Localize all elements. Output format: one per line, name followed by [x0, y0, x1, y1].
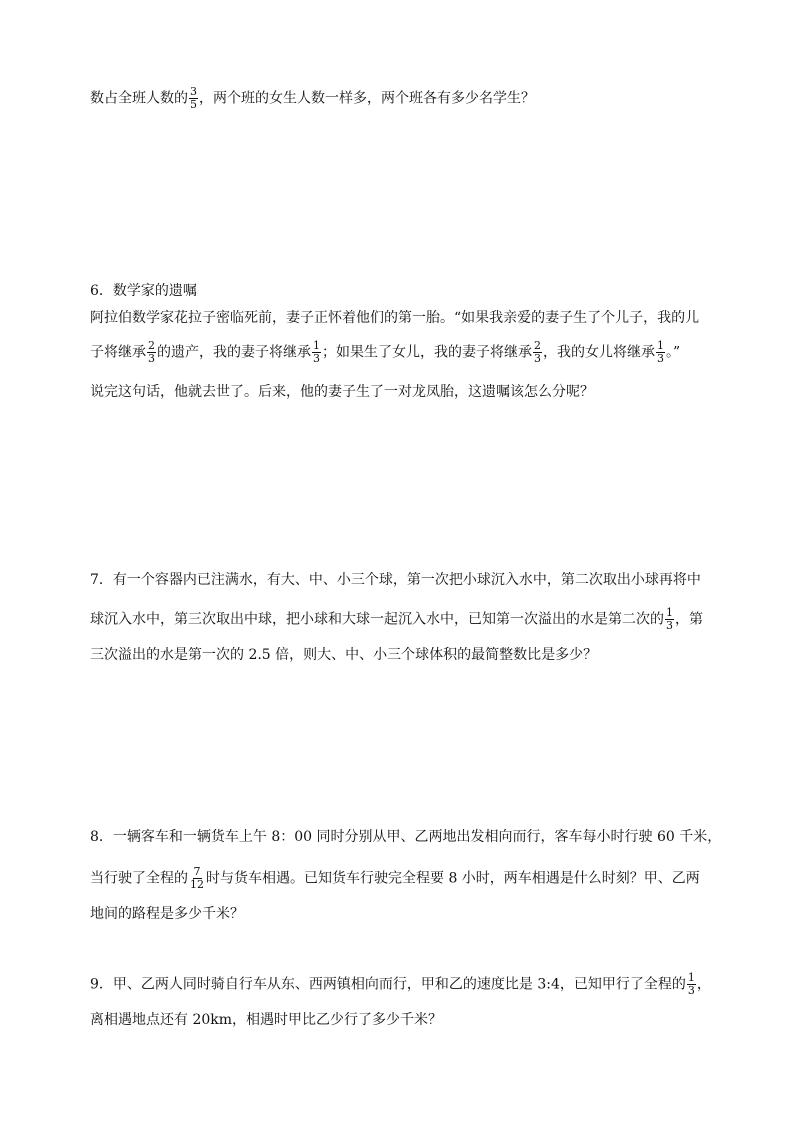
fraction-one-third: $\frac{1}{3}$ [313, 339, 320, 365]
fraction-two-thirds: $\frac{2}{3}$ [148, 339, 155, 365]
fraction-one-third: $\frac{1}{3}$ [666, 606, 673, 632]
q6-line-1: 阿拉伯数学家花拉子密临死前，妻子正怀着他们的第一胎。“如果我亲爱的妻子生了个儿子，我的儿 [90, 310, 700, 326]
fraction-one-third: $\frac{1}{3}$ [657, 339, 664, 365]
fraction-one-third: $\frac{1}{3}$ [687, 971, 695, 997]
q8-line-2: 当行驶了全程的 $\frac{7}{12}$ 时与货车相遇。已知货车行驶完全程要 8 小时，两车相遇是什么时刻？甲、乙两 [90, 865, 700, 891]
q6-line-3: 说完这句话，他就去世了。后来，他的妻子生了一对龙凤胎，这遗嘱该怎么分呢？ [90, 384, 594, 400]
q7-line-3: 三次溢出的水是第一次的 2.5 倍，则大、中、小三个球体积的最简整数比是多少？ [90, 647, 598, 663]
q8-line-3: 地间的路程是多少千米？ [90, 906, 244, 922]
q9-line-1: 9．甲、乙两人同时骑自行车从东、西两镇相向而行，甲和乙的速度比是 3:4，已知甲行了全程的 $\frac{1}{3}$ ， [90, 971, 711, 997]
fraction-seven-twelfths: $\frac{7}{12}$ [190, 865, 204, 891]
fraction-three-fifths: $\frac{3}{5}$ [190, 85, 197, 111]
fraction-two-thirds: $\frac{2}{3}$ [534, 339, 541, 365]
q7-line-2: 球沉入水中，第三次取出中球，把小球和大球一起沉入水中，已知第一次溢出的水是第二次的 $\frac{1}{3}$ ，第 [90, 606, 703, 632]
q7-line-1: 7．有一个容器内已注满水，有大、中、小三个球，第一次把小球沉入水中，第二次取出小球再将中 [90, 572, 701, 588]
q8-line-1: 8．一辆客车和一辆货车上午 8：00 同时分别从甲、乙两地出发相向而行，客车每小时行驶 60 千米， [90, 829, 722, 845]
q6-title: 6．数学家的遗嘱 [90, 283, 197, 299]
q9-line-2: 离相遇地点还有 20km，相遇时甲比乙少行了多少千米？ [90, 1012, 443, 1028]
q5-line-1: 数占全班人数的 $\frac{3}{5}$ ，两个班的女生人数一样多，两个班各有多少名学生？ [90, 85, 535, 111]
q6-line-2: 子将继承 $\frac{2}{3}$ 的遗产，我的妻子将继承 $\frac{1}{3}$ ；如果生了女儿，我的妻子将继承 $\frac{2}{3}$ ，我的女儿将继承 $\frac{1}{3}$ 。” [90, 339, 681, 365]
